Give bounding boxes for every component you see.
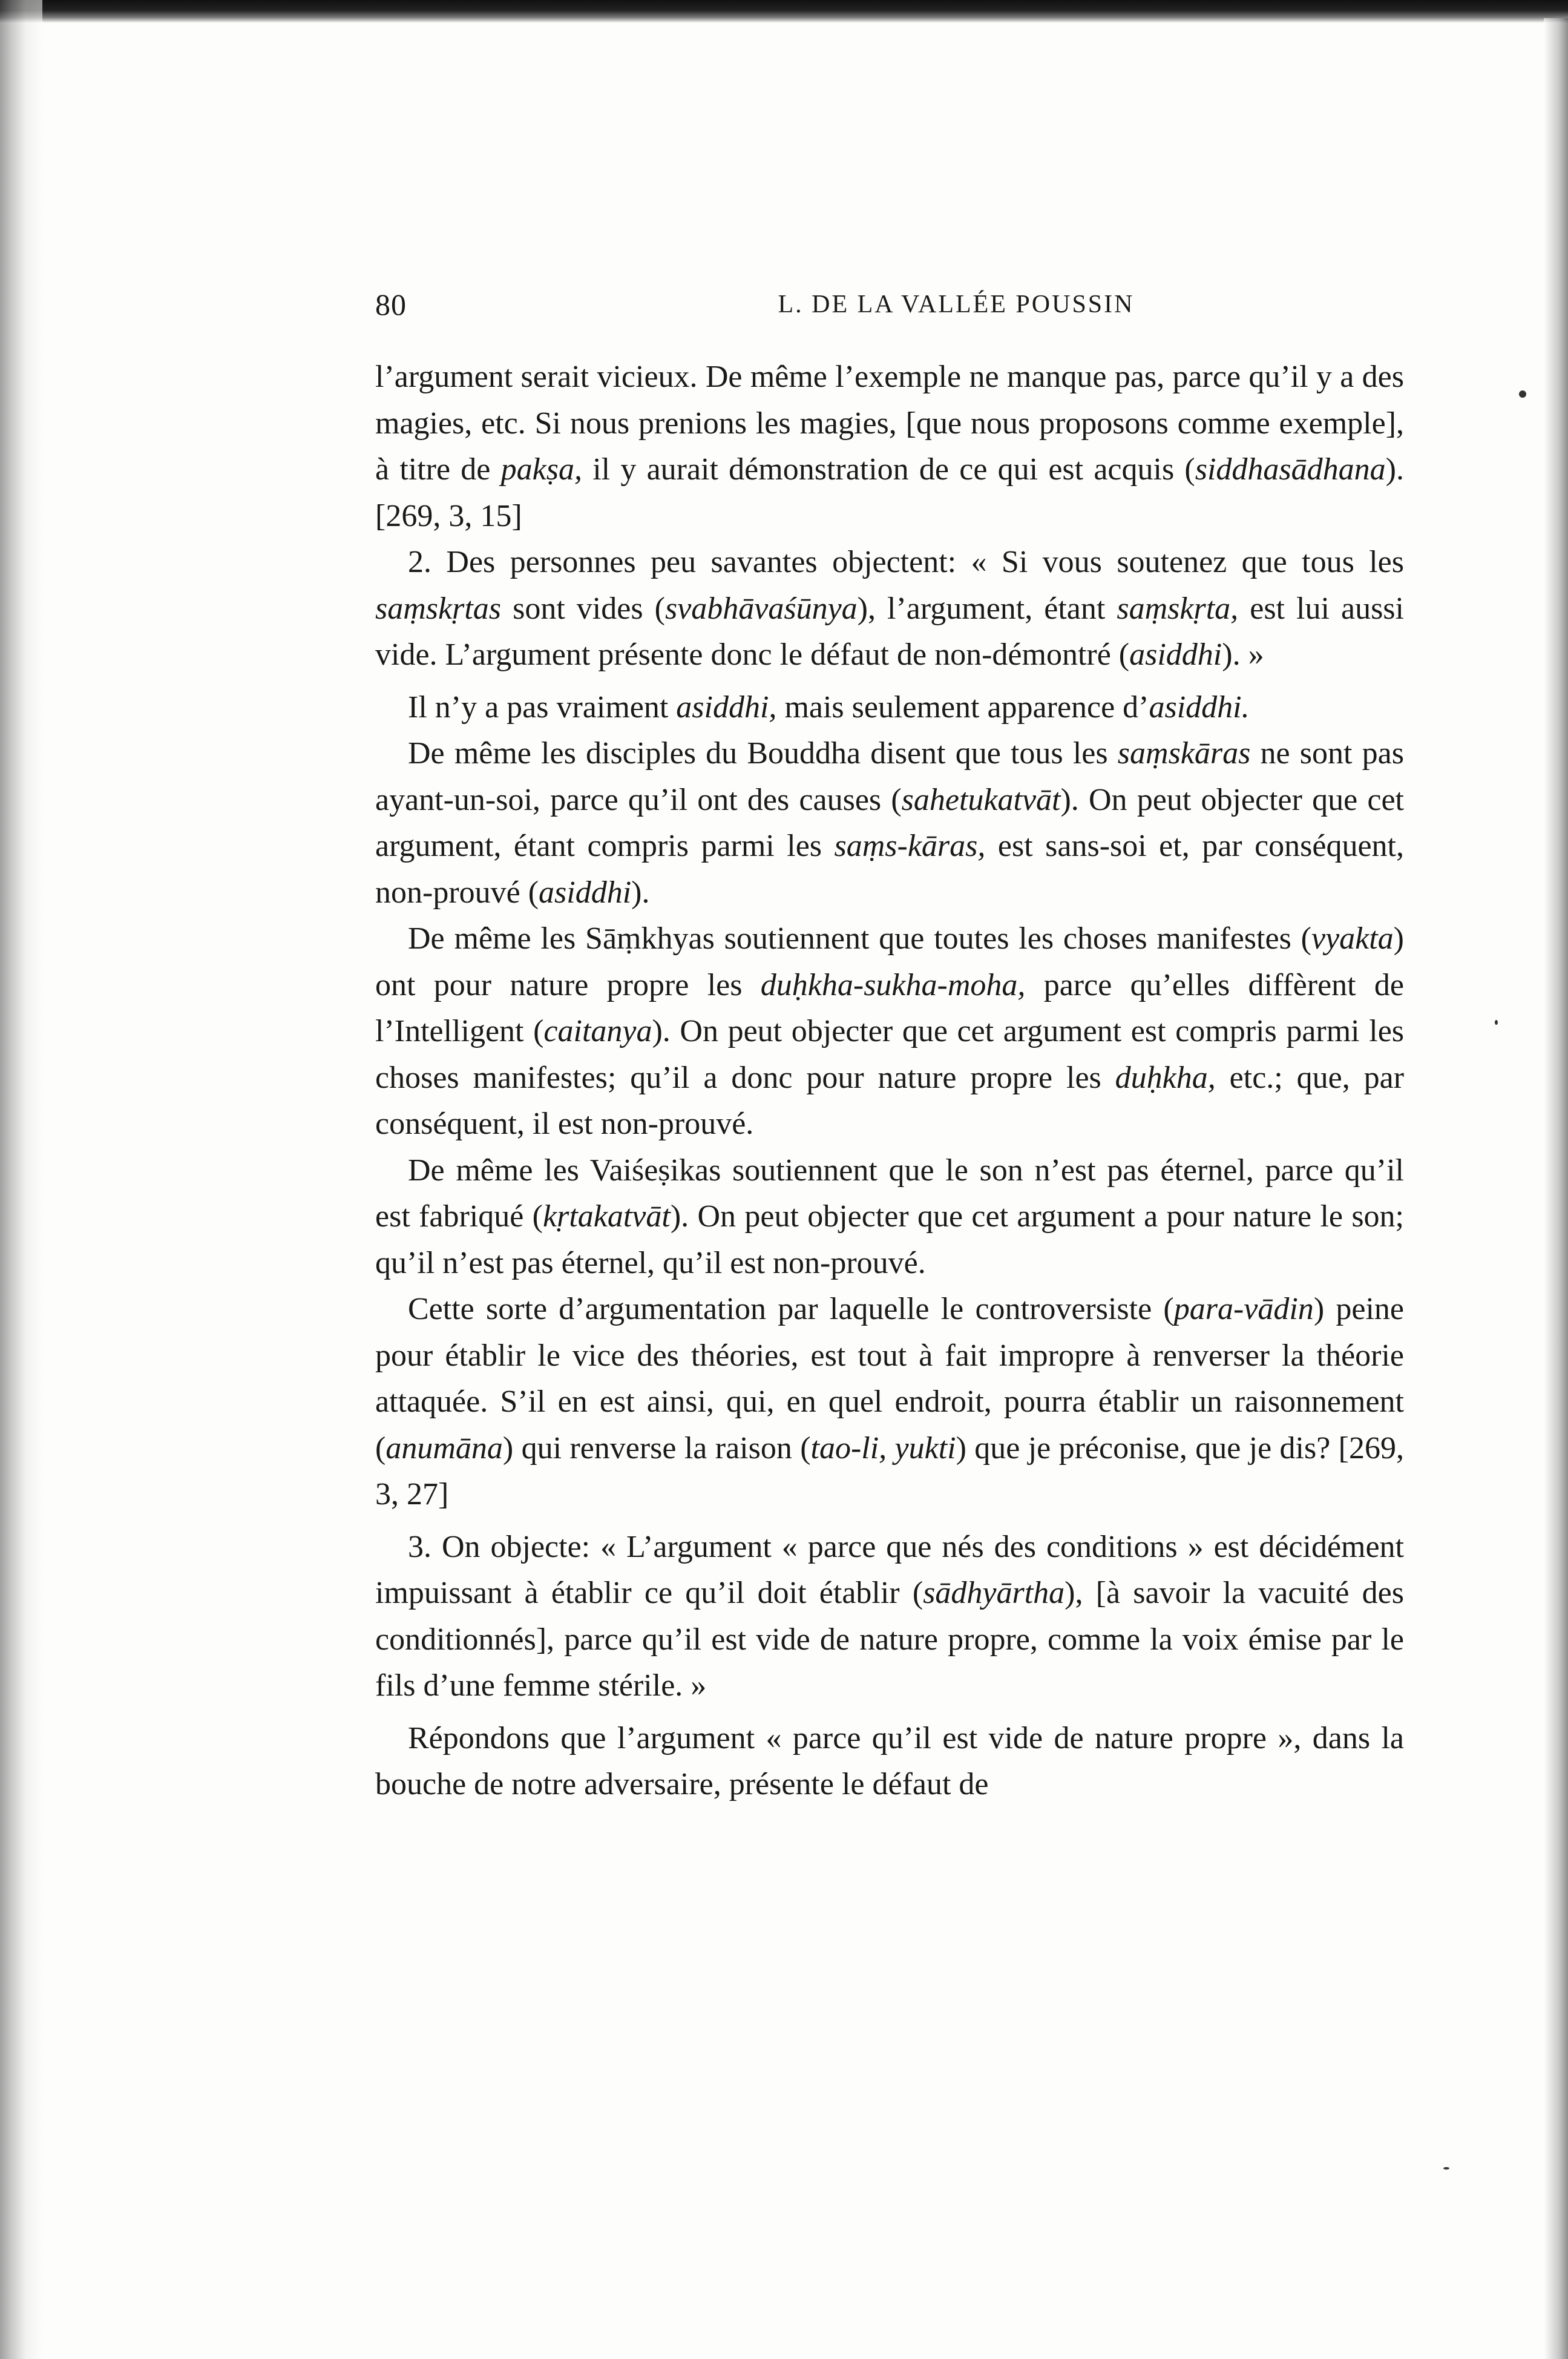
italic-term: kṛtakatvāt: [543, 1199, 671, 1234]
italic-term: svabhāvaśūnya: [664, 591, 858, 626]
paragraph: [375, 539, 1404, 679]
text-run: ne sont pas ayant-un-soi, parce qu’il ont des causes (: [375, 736, 1404, 817]
scan-top-edge: [0, 0, 1568, 23]
text-run: Répondons que l’argument « parce qu’il est vide de nature propre », dans la bouche de notre adversaire, présente le défaut de: [375, 1720, 1404, 1801]
text-run: mais seulement apparence d’: [776, 689, 1149, 725]
italic-term: siddhasādhana: [1195, 452, 1386, 487]
text-run: ) que je préconise, que je dis? [269, 3, 27]: [375, 1430, 1404, 1512]
scan-left-edge: [0, 0, 42, 2359]
text-run: ).: [631, 875, 650, 910]
text-run: 2. Des personnes peu savantes objectent: « Si vous soutenez que tous les: [408, 545, 1404, 579]
text-run: 3. On objecte: « L’argument « parce que nés des conditions » est décidément impuissant à établir ce qu’il doit établir (: [375, 1529, 1404, 1610]
text-run: etc.; que, par conséquent, il est non-prouvé.: [375, 1060, 1405, 1141]
paragraph: [375, 1286, 1404, 1518]
paragraph: [375, 354, 1404, 539]
text-run: ), [à savoir la vacuité des conditionnés], parce qu’il est vide de nature propre, comme la voix émise par le fils d’une femme stérile. »: [375, 1576, 1405, 1703]
paragraph: [375, 1148, 1404, 1287]
italic-term: vyakta: [1311, 921, 1394, 956]
italic-term: saṃskāras: [1117, 736, 1251, 771]
italic-term: sahetukatvāt: [901, 782, 1061, 817]
paragraph: [375, 685, 1404, 731]
text-run: est lui aussi vide. L’argument présente donc le défaut de non-démontré (: [375, 591, 1404, 672]
italic-term: caitanya: [543, 1014, 652, 1048]
page-header: [375, 283, 1404, 326]
text-run: ). [269, 3, 15]: [375, 452, 1404, 533]
italic-term: saṃskṛtas: [375, 591, 502, 626]
text-run: ). On peut objecter que cet argument a pour nature le son; qu’il n’est pas éternel, qu’il est non-prouvé.: [375, 1199, 1405, 1280]
italic-term: saṃs-kāras,: [834, 829, 986, 863]
scan-speck: [1495, 1020, 1498, 1025]
italic-term: duḥkha,: [1115, 1060, 1216, 1095]
italic-term: sādhyārtha: [923, 1576, 1065, 1610]
italic-term: tao-li, yukti: [810, 1430, 956, 1466]
text-run: l’argument serait vicieux. De même l’exemple ne manque pas, parce qu’il y a des magies, etc. Si nous prenions les magies, [que nous proposons comme exemple], à titre de: [375, 360, 1404, 487]
text-run: Cette sorte d’argumentation par laquelle le controversiste (: [408, 1292, 1174, 1326]
text-run: De même les disciples du Bouddha disent que tous les: [408, 736, 1118, 771]
paragraph: [375, 1716, 1404, 1808]
italic-term: duḥkha-sukha-moha,: [760, 967, 1026, 1002]
italic-term: asiddhi: [539, 875, 632, 910]
scan-right-edge: [1544, 18, 1568, 2359]
paragraph: [375, 731, 1404, 916]
scan-speck: [1519, 390, 1526, 398]
italic-term: pakṣa,: [500, 452, 582, 487]
text-run: Il n’y a pas vraiment: [408, 689, 677, 725]
scan-speck: [1443, 2167, 1449, 2170]
text-run: ), l’argument, étant: [857, 591, 1117, 626]
page-number: 80: [375, 288, 407, 321]
text-run: ) qui renverse la raison (: [502, 1430, 811, 1466]
text-run: ) ont pour nature propre les: [375, 921, 1404, 1002]
text-run: ). On peut objecter que cet argument est compris parmi les choses manifestes; qu’il a donc pour nature propre les: [375, 1014, 1405, 1095]
text-run: sont vides (: [501, 591, 665, 626]
italic-term: saṃskṛta,: [1117, 591, 1239, 626]
text-run: ). On peut objecter que cet argument, étant compris parmi les: [375, 782, 1404, 863]
text-run: De même les Vaiśeṣikas soutiennent que le son n’est pas éternel, parce qu’il est fabriqué (: [375, 1153, 1404, 1234]
running-head: L. DE LA VALLÉE POUSSIN: [778, 291, 1135, 318]
text-run: il y aurait démonstration de ce qui est acquis (: [582, 452, 1195, 487]
paragraph: [375, 1524, 1404, 1709]
italic-term: asiddhi.: [1149, 689, 1250, 725]
body-text: [375, 354, 1404, 1808]
text-run: De même les Sāṃkhyas soutiennent que toutes les choses manifestes (: [408, 921, 1311, 956]
italic-term: anumāna: [385, 1430, 503, 1466]
text-run: parce qu’elles diffèrent de l’Intelligent (: [375, 967, 1404, 1048]
text-run: ). »: [1222, 637, 1264, 672]
italic-term: asiddhi,: [676, 689, 777, 725]
italic-term: para-vādin: [1173, 1292, 1314, 1326]
italic-term: asiddhi: [1129, 637, 1222, 672]
paragraph: [375, 916, 1404, 1148]
text-run: ) peine pour établir le vice des théories, est tout à fait impropre à renverser la théorie attaquée. S’il en est ainsi, qui, en quel endroit, pourra établir un raisonnement (: [375, 1292, 1404, 1466]
text-run: est sans-soi et, par conséquent, non-prouvé (: [375, 829, 1404, 910]
